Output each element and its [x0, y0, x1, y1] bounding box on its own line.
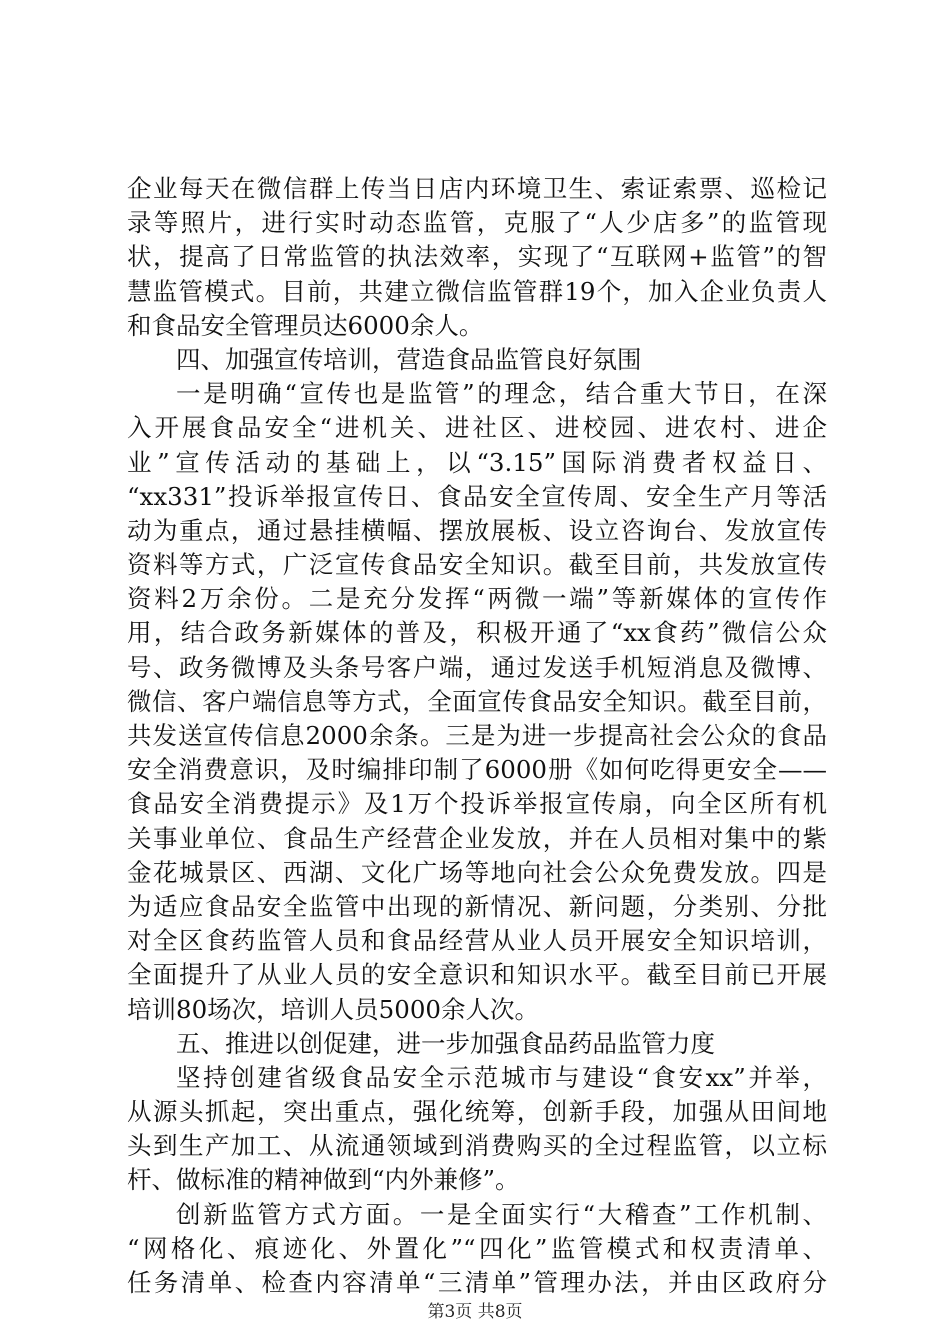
text-line: 关事业单位、食品生产经营企业发放，并在人员相对集中的紫	[127, 823, 827, 853]
text-line: 五、推进以创促建，进一步加强食品药品监管力度	[176, 1028, 715, 1058]
text-line: 慧监管模式。目前，共建立微信监管群19个，加入企业负责人	[127, 276, 827, 306]
text-line: 资料等方式，广泛宣传食品安全知识。截至目前，共发放宣传	[127, 550, 827, 580]
text-line: 创新监管方式方面。一是全面实行“大稽查”工作机制、	[176, 1199, 827, 1229]
text-line: 坚持创建省级食品安全示范城市与建设“食安xx”并举，	[176, 1062, 827, 1092]
text-line: 资料2万余份。二是充分发挥“两微一端”等新媒体的宣传作	[127, 584, 827, 614]
text-line: 动为重点，通过悬挂横幅、摆放展板、设立咨询台、发放宣传	[127, 515, 827, 545]
text-line: 录等照片，进行实时动态监管，克服了“人少店多”的监管现	[127, 208, 827, 238]
text-line: 杆、做标准的精神做到“内外兼修”。	[127, 1165, 520, 1195]
text-line: “xx331”投诉举报宣传日、食品安全宣传周、安全生产月等活	[127, 481, 827, 511]
text-line: 为适应食品安全监管中出现的新情况、新问题，分类别、分批	[127, 891, 827, 921]
text-line: 四、加强宣传培训，营造食品监管良好氛围	[176, 344, 642, 374]
page-footer: 第3页 共8页	[427, 1302, 523, 1322]
text-line: 金花城景区、西湖、文化广场等地向社会公众免费发放。四是	[127, 857, 827, 887]
text-line: 安全消费意识，及时编排印制了6000册《如何吃得更安全——	[127, 755, 827, 785]
text-line: 微信、客户端信息等方式，全面宣传食品安全知识。截至目前，	[127, 686, 827, 716]
text-line: 培训80场次，培训人员5000余人次。	[127, 994, 540, 1024]
text-line: 从源头抓起，突出重点，强化统筹，创新手段，加强从田间地	[127, 1097, 827, 1127]
text-line: 入开展食品安全“进机关、进社区、进校园、进农村、进企	[127, 413, 827, 443]
text-line: 号、政务微博及头条号客户端，通过发送手机短消息及微博、	[127, 652, 827, 682]
text-line: 一是明确“宣传也是监管”的理念，结合重大节日，在深	[176, 379, 827, 409]
text-line: 和食品安全管理员达6000余人。	[127, 310, 484, 340]
text-line: 状，提高了日常监管的执法效率，实现了“互联网+监管”的智	[127, 242, 827, 272]
text-line: 共发送宣传信息2000余条。三是为进一步提高社会公众的食品	[127, 721, 827, 750]
text-line: 食品安全消费提示》及1万个投诉举报宣传扇，向全区所有机	[127, 789, 827, 819]
text-line: 用，结合政务新媒体的普及，积极开通了“xx食药”微信公众	[127, 618, 827, 648]
text-line: 对全区食药监管人员和食品经营从业人员开展安全知识培训，	[127, 926, 827, 956]
document-body	[127, 172, 827, 1300]
text-line: 头到生产加工、从流通领域到消费购买的全过程监管，以立标	[127, 1131, 827, 1161]
text-line: 业”宣传活动的基础上，以“3.15”国际消费者权益日、	[127, 447, 827, 477]
text-line: 任务清单、检查内容清单“三清单”管理办法，并由区政府分	[127, 1268, 827, 1297]
text-line: 企业每天在微信群上传当日店内环境卫生、索证索票、巡检记	[127, 174, 827, 203]
text-line: “网格化、痕迹化、外置化”“四化”监管模式和权责清单、	[127, 1233, 827, 1263]
text-line: 全面提升了从业人员的安全意识和知识水平。截至目前已开展	[127, 960, 827, 990]
